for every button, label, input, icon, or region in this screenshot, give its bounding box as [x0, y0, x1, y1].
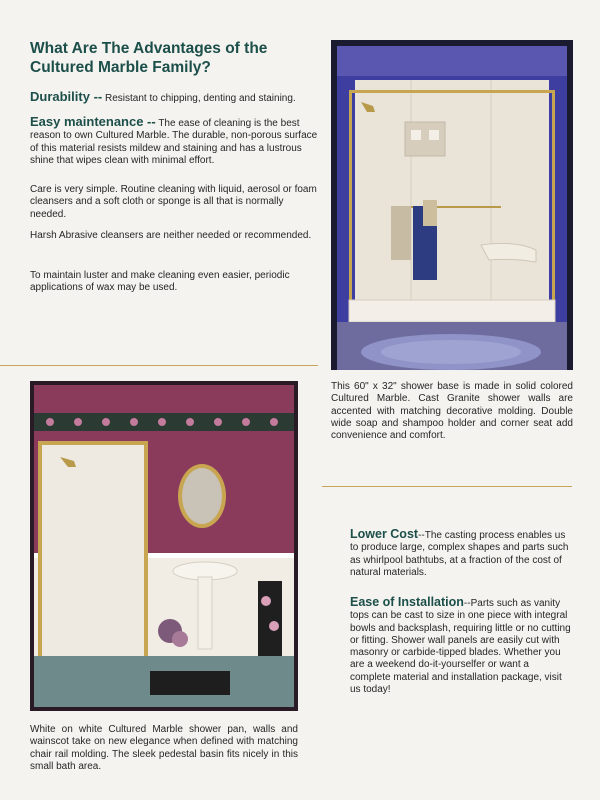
- luster-paragraph: To maintain luster and make cleaning even easier, periodic applications of wax may be used.: [30, 270, 290, 294]
- ease-of-installation-text: --Parts such as vanity tops can be cast to size in one piece with integral bowls and backsplash, requiring little or no cutting or fitting. Shower wall panels are easily cut with masonry or carbide-tipped blades. Whether you are a weekend do-it-yourselfer or want a complete material and installation package, visit us today!: [350, 598, 571, 696]
- lower-cost-text: --The casting process enables us to produce large, complex shapes and parts such as whirlpool bathtubs, at a fraction of the cost of natural materials.: [350, 530, 569, 578]
- abrasive-paragraph: Harsh Abrasive cleansers are neither needed or recommended.: [30, 230, 312, 241]
- shower-illustration: [331, 40, 573, 370]
- durability-paragraph: [30, 91, 320, 105]
- bathroom-photo: [30, 381, 298, 711]
- divider-left: [0, 365, 318, 366]
- lower-cost-paragraph: [350, 528, 572, 579]
- care-paragraph: Care is very simple. Routine cleaning with liquid, aerosol or foam cleansers and a soft cloth or sponge is all that is normally needed.: [30, 184, 317, 220]
- durability-heading: Durability --: [30, 89, 103, 104]
- caption-shower: This 60" x 32" shower base is made in solid colored Cultured Marble. Cast Granite shower walls are accented with matching decorative molding. Double wide soap and shampoo holder and corner seat add convenience and comfort.: [331, 381, 573, 442]
- easy-maintenance-paragraph: [30, 116, 320, 167]
- easy-maintenance-text: The ease of cleaning is the best reason to own Cultured Marble. The durable, non-porous surface of this material resists mildew and staining and has a lustrous shine that wipes clean with minimal effort.: [30, 118, 318, 166]
- ease-of-installation-paragraph: [350, 596, 572, 696]
- page-title: What Are The Advantages of the Cultured Marble Family?: [30, 40, 268, 76]
- ease-of-installation-heading: Ease of Installation: [350, 595, 464, 609]
- easy-maintenance-heading: Easy maintenance --: [30, 114, 156, 129]
- shower-photo: [331, 40, 573, 370]
- divider-right: [322, 486, 572, 487]
- caption-bathroom: White on white Cultured Marble shower pan, walls and wainscot take on new elegance when defined with matching chair rail molding. The sleek pedestal basin fits nicely in this small bath area.: [30, 724, 298, 772]
- bathroom-illustration: [30, 381, 298, 711]
- lower-cost-heading: Lower Cost: [350, 527, 419, 541]
- durability-text: Resistant to chipping, denting and staining.: [105, 93, 296, 104]
